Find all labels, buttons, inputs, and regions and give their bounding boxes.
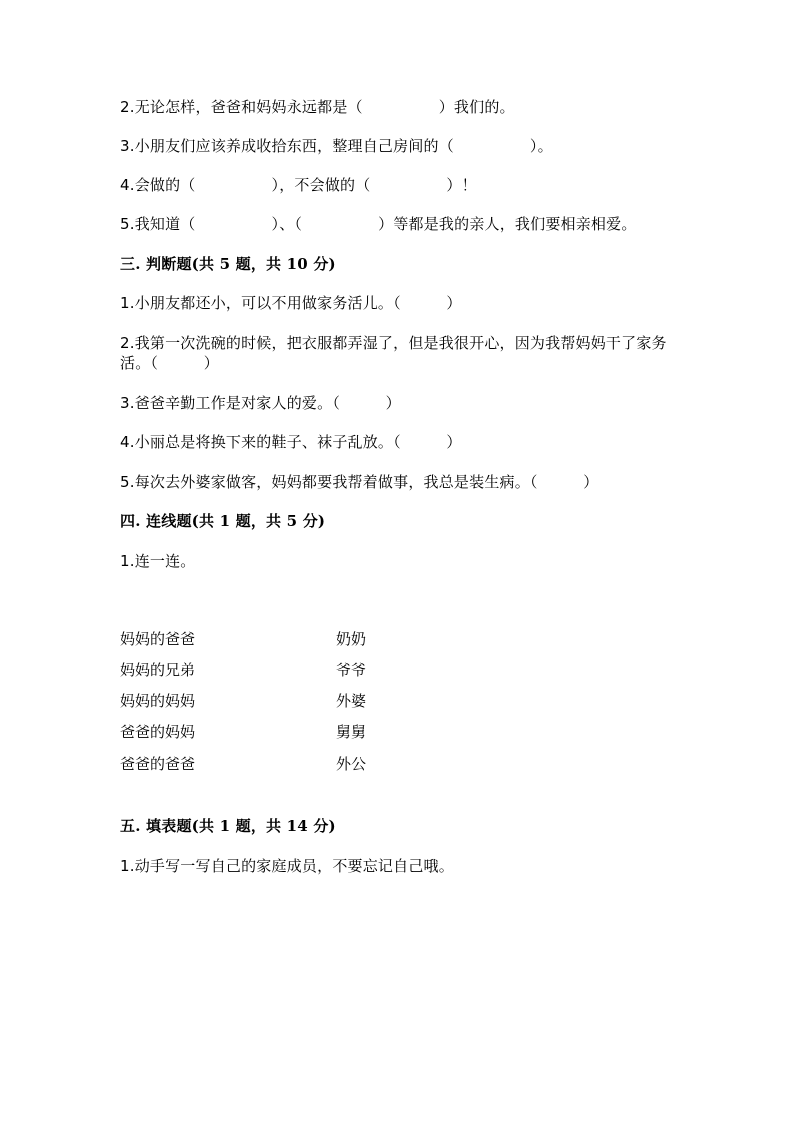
judge-question-4: 4.小丽总是将换下来的鞋子、袜子乱放。（ ） bbox=[120, 433, 462, 451]
judge-question-2: 2.我第一次洗碗的时候，把衣服都弄湿了，但是我很开心，因为我帮妈妈干了家务活。（ ） bbox=[120, 334, 667, 372]
fill-question-4: 4.会做的（ ），不会做的（ ）！ bbox=[120, 176, 477, 194]
match-left-item: 爸爸的爸爸 bbox=[120, 755, 196, 773]
section3-heading: 三. 判断题(共 5 题，共 10 分) bbox=[120, 255, 336, 273]
fill-question-2: 2.无论怎样，爸爸和妈妈永远都是（ ）我们的。 bbox=[120, 98, 515, 116]
match-question: 1.连一连。 bbox=[120, 552, 196, 570]
match-left-item: 妈妈的爸爸 bbox=[120, 630, 196, 648]
match-right-item: 爷爷 bbox=[336, 661, 367, 679]
section5-heading: 五. 填表题(共 1 题，共 14 分) bbox=[120, 817, 336, 835]
table-question: 1.动手写一写自己的家庭成员，不要忘记自己哦。 bbox=[120, 857, 454, 875]
section4-heading: 四. 连线题(共 1 题，共 5 分) bbox=[120, 512, 326, 530]
judge-question-1: 1.小朋友都还小，可以不用做家务活儿。（ ） bbox=[120, 294, 462, 312]
match-right-item: 外公 bbox=[336, 755, 367, 773]
match-right-item: 奶奶 bbox=[336, 630, 367, 648]
match-left-item: 妈妈的妈妈 bbox=[120, 692, 196, 710]
fill-question-3: 3.小朋友们应该养成收拾东西，整理自己房间的（ ）。 bbox=[120, 137, 553, 155]
judge-question-5: 5.每次去外婆家做客，妈妈都要我帮着做事，我总是装生病。（ ） bbox=[120, 473, 599, 491]
judge-question-3: 3.爸爸辛勤工作是对家人的爱。（ ） bbox=[120, 394, 401, 412]
match-left-item: 妈妈的兄弟 bbox=[120, 661, 196, 679]
match-right-item: 外婆 bbox=[336, 692, 367, 710]
match-left-item: 爸爸的妈妈 bbox=[120, 723, 196, 741]
fill-question-5: 5.我知道（ ）、（ ）等都是我的亲人，我们要相亲相爱。 bbox=[120, 215, 637, 233]
match-right-item: 舅舅 bbox=[336, 723, 367, 741]
